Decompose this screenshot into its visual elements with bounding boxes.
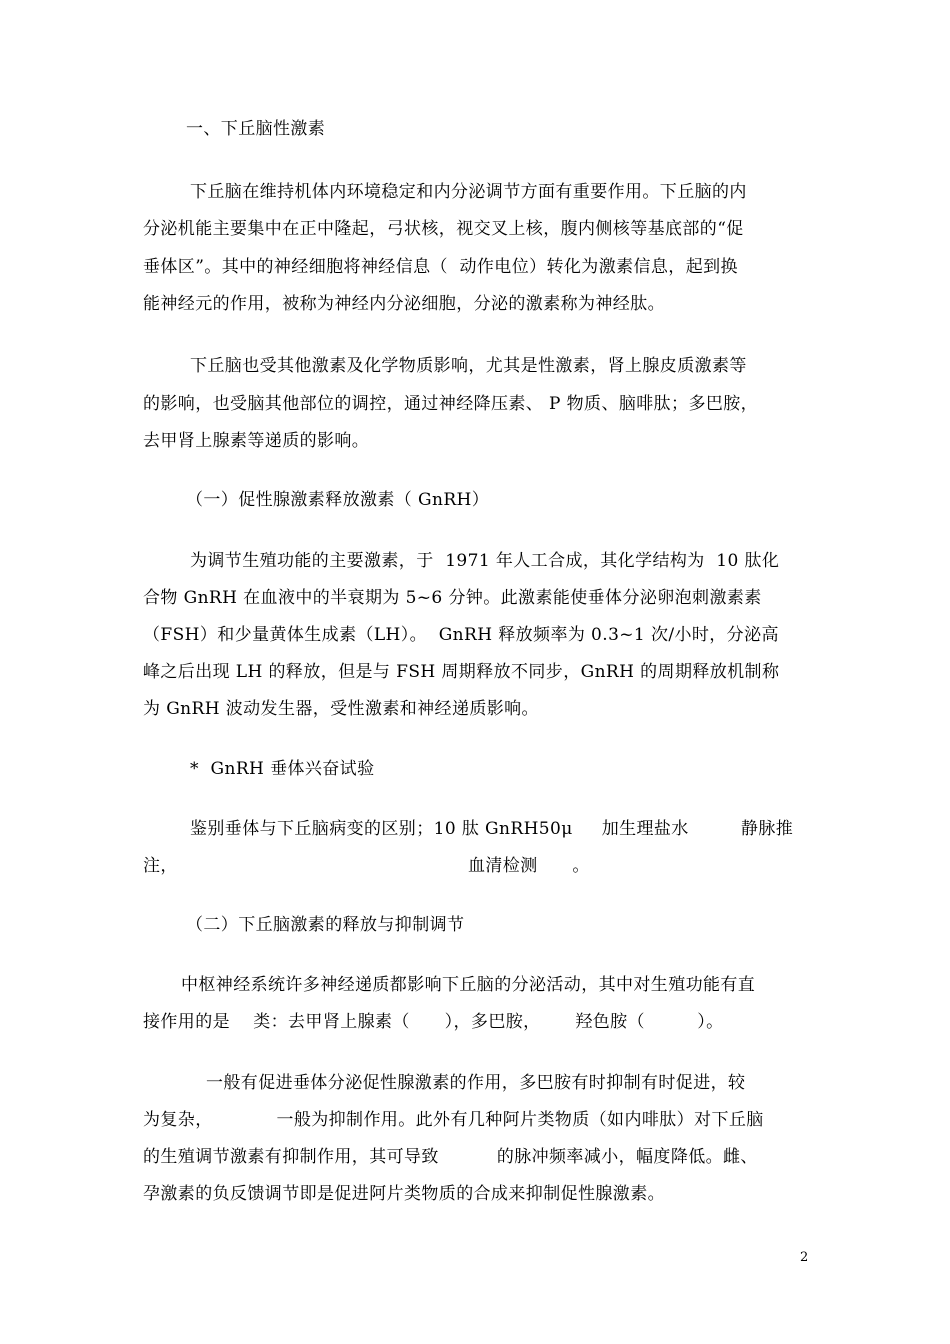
paragraph-line: 为复杂， 一般为抑制作用。此外有几种阿片类物质（如内啡肽）对下丘脑: [143, 1110, 764, 1130]
paragraph-line: 一般有促进垂体分泌促性腺激素的作用，多巴胺有时抑制有时促进，较: [206, 1073, 746, 1093]
paragraph-line: （FSH）和少量黄体生成素（LH）。 GnRH 释放频率为 0.3~1 次/小时，分泌高: [143, 625, 779, 645]
paragraph-line: 为 GnRH 波动发生器，受性激素和神经递质影响。: [143, 699, 539, 719]
paragraph-line: 孕激素的负反馈调节即是促进阿片类物质的合成来抑制促性腺激素。: [143, 1184, 665, 1204]
test-heading: * GnRH 垂体兴奋试验: [190, 759, 375, 779]
paragraph-line: 合物 GnRH 在血液中的半衰期为 5~6 分钟。此激素能使垂体分泌卵泡刺激素素: [143, 588, 762, 608]
paragraph-line: 的生殖调节激素有抑制作用，其可导致 的脉冲频率减小，幅度降低。雌、: [143, 1147, 758, 1167]
paragraph-line: 分泌机能主要集中在正中隆起，弓状核，视交叉上核，腹内侧核等基底部的“促: [143, 219, 744, 239]
page-number: 2: [800, 1250, 809, 1265]
paragraph-line: 去甲肾上腺素等递质的影响。: [143, 431, 370, 451]
paragraph-line: 为调节生殖功能的主要激素，于 1971 年人工合成，其化学结构为 10 肽化: [190, 551, 780, 571]
paragraph-line: 鉴别垂体与下丘脑病变的区别；10 肽 GnRH50μ 加生理盐水 静脉推: [190, 819, 794, 839]
paragraph-line: 垂体区”。其中的神经细胞将神经信息（ 动作电位）转化为激素信息，起到换: [143, 257, 738, 277]
paragraph-line: 接作用的是 类：去甲肾上腺素（ ），多巴胺， 羟色胺（ ）。: [143, 1012, 724, 1032]
paragraph-line: 峰之后出现 LH 的释放，但是与 FSH 周期释放不同步，GnRH 的周期释放机制称: [143, 662, 780, 682]
section-heading: 一、下丘脑性激素: [186, 119, 326, 139]
subsection-heading: （一）促性腺激素释放激素（ GnRH）: [186, 490, 490, 510]
paragraph-line: 注， 血清检测 。: [143, 856, 590, 876]
paragraph-line: 下丘脑在维持机体内环境稳定和内分泌调节方面有重要作用。下丘脑的内: [190, 182, 747, 202]
paragraph-line: 的影响，也受脑其他部位的调控，通过神经降压素、 P 物质、脑啡肽；多巴胺，: [143, 394, 759, 414]
paragraph-line: 下丘脑也受其他激素及化学物质影响，尤其是性激素，肾上腺皮质激素等: [190, 356, 747, 376]
paragraph-line: 中枢神经系统许多神经递质都影响下丘脑的分泌活动，其中对生殖功能有直: [181, 975, 756, 995]
subsection-heading: （二）下丘脑激素的释放与抑制调节: [186, 915, 465, 935]
paragraph-line: 能神经元的作用，被称为神经内分泌细胞，分泌的激素称为神经肽。: [143, 294, 665, 314]
